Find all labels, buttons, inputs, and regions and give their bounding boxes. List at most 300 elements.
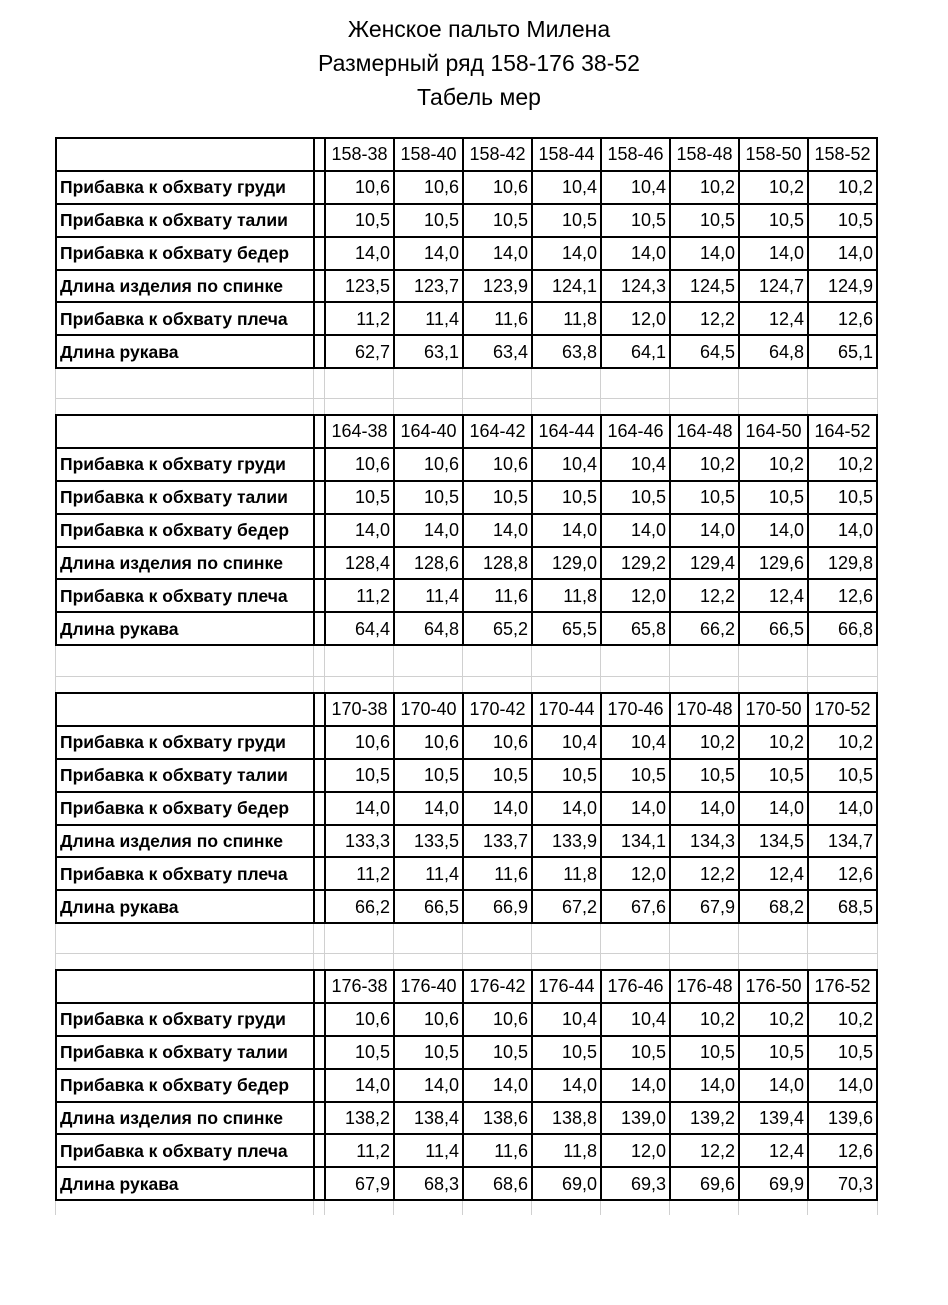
value-cell: 10,2: [670, 171, 739, 204]
value-cell: 67,9: [670, 890, 739, 923]
value-cell: 64,8: [394, 612, 463, 645]
size-header-cell: 176-50: [739, 970, 808, 1003]
value-cell: 10,6: [394, 726, 463, 759]
value-cell: 10,6: [463, 726, 532, 759]
value-cell: 10,6: [463, 448, 532, 481]
value-cell: 14,0: [394, 514, 463, 547]
value-cell: 10,5: [808, 481, 877, 514]
value-cell: 14,0: [739, 237, 808, 270]
value-cell: 14,0: [670, 1069, 739, 1102]
row-label: Длина рукава: [56, 335, 314, 368]
measurement-row: [56, 514, 877, 547]
title-line-size-range: Размерный ряд 158-176 38-52: [318, 50, 640, 76]
value-cell: 11,2: [325, 857, 394, 890]
row-label: Прибавка к обхвату плеча: [56, 579, 314, 612]
value-cell: 10,2: [808, 448, 877, 481]
value-cell: 12,0: [601, 302, 670, 335]
value-cell: 138,2: [325, 1102, 394, 1135]
value-cell: 12,6: [808, 302, 877, 335]
value-cell: 10,5: [670, 759, 739, 792]
value-cell: 124,5: [670, 270, 739, 303]
value-cell: 10,4: [601, 448, 670, 481]
row-label: Прибавка к обхвату груди: [56, 726, 314, 759]
spacer-cell: [314, 1167, 325, 1200]
measurement-table: [55, 969, 878, 1201]
value-cell: 63,1: [394, 335, 463, 368]
value-cell: 128,4: [325, 547, 394, 580]
size-header-cell: 158-42: [463, 138, 532, 171]
row-label: Прибавка к обхвату бедер: [56, 514, 314, 547]
spacer-cell: [314, 415, 325, 448]
size-header-cell: 176-52: [808, 970, 877, 1003]
size-table-164: [55, 414, 878, 658]
value-cell: 10,5: [808, 759, 877, 792]
value-cell: 14,0: [670, 514, 739, 547]
measurement-row: [56, 335, 877, 368]
value-cell: 14,0: [670, 792, 739, 825]
value-cell: 12,4: [739, 1134, 808, 1167]
value-cell: 12,2: [670, 857, 739, 890]
size-header-cell: 170-42: [463, 693, 532, 726]
value-cell: 11,8: [532, 579, 601, 612]
value-cell: 10,5: [739, 1036, 808, 1069]
row-label: Прибавка к обхвату плеча: [56, 857, 314, 890]
value-cell: 14,0: [463, 1069, 532, 1102]
value-cell: 66,8: [808, 612, 877, 645]
size-header-cell: 158-44: [532, 138, 601, 171]
measurement-table: [55, 414, 878, 646]
size-header-cell: 164-44: [532, 415, 601, 448]
value-cell: 14,0: [325, 237, 394, 270]
row-label: Прибавка к обхвату талии: [56, 481, 314, 514]
value-cell: 10,5: [601, 759, 670, 792]
value-cell: 129,6: [739, 547, 808, 580]
size-header-cell: 176-40: [394, 970, 463, 1003]
value-cell: 67,2: [532, 890, 601, 923]
spacer-cell: [314, 857, 325, 890]
value-cell: 12,0: [601, 1134, 670, 1167]
value-cell: 10,5: [325, 481, 394, 514]
size-header-cell: 164-42: [463, 415, 532, 448]
size-header-cell: 176-44: [532, 970, 601, 1003]
spacer-cell: [314, 612, 325, 645]
measurement-row: [56, 1036, 877, 1069]
spacer-cell: [314, 792, 325, 825]
value-cell: 12,6: [808, 1134, 877, 1167]
value-cell: 10,5: [394, 481, 463, 514]
value-cell: 14,0: [601, 792, 670, 825]
value-cell: 10,5: [325, 1036, 394, 1069]
value-cell: 10,6: [325, 726, 394, 759]
row-label: Прибавка к обхвату бедер: [56, 1069, 314, 1102]
measurement-row: [56, 1167, 877, 1200]
value-cell: 133,9: [532, 825, 601, 858]
row-label: Длина изделия по спинке: [56, 270, 314, 303]
value-cell: 10,5: [532, 759, 601, 792]
value-cell: 68,5: [808, 890, 877, 923]
value-cell: 10,6: [463, 1003, 532, 1036]
value-cell: 65,8: [601, 612, 670, 645]
measurement-row: [56, 726, 877, 759]
value-cell: 10,5: [394, 1036, 463, 1069]
size-header-cell: 158-38: [325, 138, 394, 171]
spacer-cell: [314, 890, 325, 923]
value-cell: 124,1: [532, 270, 601, 303]
value-cell: 123,9: [463, 270, 532, 303]
value-cell: 128,6: [394, 547, 463, 580]
size-header-cell: 158-40: [394, 138, 463, 171]
value-cell: 12,0: [601, 857, 670, 890]
size-header-cell: 170-46: [601, 693, 670, 726]
measurement-table: [55, 692, 878, 924]
value-cell: 10,6: [394, 171, 463, 204]
value-cell: 11,6: [463, 579, 532, 612]
value-cell: 69,3: [601, 1167, 670, 1200]
value-cell: 14,0: [325, 514, 394, 547]
value-cell: 10,5: [808, 1036, 877, 1069]
value-cell: 10,5: [739, 481, 808, 514]
header-blank-cell: [56, 693, 314, 726]
row-label: Длина рукава: [56, 1167, 314, 1200]
value-cell: 10,5: [601, 1036, 670, 1069]
row-label: Прибавка к обхвату талии: [56, 204, 314, 237]
value-cell: 66,9: [463, 890, 532, 923]
measurement-row: [56, 448, 877, 481]
row-label: Длина рукава: [56, 612, 314, 645]
size-header-row: [56, 970, 877, 1003]
value-cell: 11,8: [532, 1134, 601, 1167]
size-header-row: [56, 415, 877, 448]
value-cell: 11,2: [325, 579, 394, 612]
value-cell: 134,1: [601, 825, 670, 858]
value-cell: 10,5: [532, 204, 601, 237]
header-blank-cell: [56, 415, 314, 448]
value-cell: 10,2: [739, 1003, 808, 1036]
value-cell: 10,2: [739, 726, 808, 759]
size-header-cell: 158-46: [601, 138, 670, 171]
row-label: Длина изделия по спинке: [56, 1102, 314, 1135]
size-header-row: [56, 693, 877, 726]
size-header-cell: 170-38: [325, 693, 394, 726]
spacer-cell: [314, 1102, 325, 1135]
measurement-row: [56, 890, 877, 923]
value-cell: 10,2: [670, 726, 739, 759]
row-label: Прибавка к обхвату бедер: [56, 792, 314, 825]
value-cell: 12,4: [739, 579, 808, 612]
value-cell: 69,0: [532, 1167, 601, 1200]
value-cell: 14,0: [463, 237, 532, 270]
row-label: Прибавка к обхвату груди: [56, 448, 314, 481]
value-cell: 10,2: [808, 1003, 877, 1036]
measurement-row: [56, 204, 877, 237]
spacer-cell: [314, 514, 325, 547]
row-label: Прибавка к обхвату плеча: [56, 302, 314, 335]
spacer-cell: [314, 481, 325, 514]
row-label: Прибавка к обхвату талии: [56, 1036, 314, 1069]
value-cell: 129,2: [601, 547, 670, 580]
size-header-cell: 170-52: [808, 693, 877, 726]
value-cell: 10,5: [601, 481, 670, 514]
size-header-cell: 158-52: [808, 138, 877, 171]
value-cell: 10,5: [739, 204, 808, 237]
size-header-cell: 176-42: [463, 970, 532, 1003]
spacer-cell: [314, 1069, 325, 1102]
value-cell: 11,4: [394, 302, 463, 335]
value-cell: 14,0: [532, 514, 601, 547]
spacer-cell: [314, 138, 325, 171]
size-header-cell: 176-46: [601, 970, 670, 1003]
value-cell: 129,0: [532, 547, 601, 580]
value-cell: 65,2: [463, 612, 532, 645]
spacer-cell: [314, 1003, 325, 1036]
value-cell: 14,0: [808, 237, 877, 270]
value-cell: 14,0: [463, 792, 532, 825]
value-cell: 14,0: [394, 237, 463, 270]
size-header-cell: 164-46: [601, 415, 670, 448]
value-cell: 11,4: [394, 857, 463, 890]
value-cell: 139,0: [601, 1102, 670, 1135]
value-cell: 138,4: [394, 1102, 463, 1135]
value-cell: 11,4: [394, 579, 463, 612]
value-cell: 10,4: [532, 1003, 601, 1036]
value-cell: 14,0: [463, 514, 532, 547]
size-header-cell: 176-38: [325, 970, 394, 1003]
size-header-cell: 170-40: [394, 693, 463, 726]
measurement-row: [56, 1102, 877, 1135]
value-cell: 68,3: [394, 1167, 463, 1200]
value-cell: 14,0: [325, 792, 394, 825]
measurement-row: [56, 270, 877, 303]
value-cell: 10,2: [739, 448, 808, 481]
spacer-cell: [314, 825, 325, 858]
value-cell: 14,0: [394, 1069, 463, 1102]
value-cell: 14,0: [532, 1069, 601, 1102]
value-cell: 11,4: [394, 1134, 463, 1167]
value-cell: 69,6: [670, 1167, 739, 1200]
measurement-row: [56, 1134, 877, 1167]
measurement-sheet: [55, 137, 878, 1215]
value-cell: 64,4: [325, 612, 394, 645]
value-cell: 138,6: [463, 1102, 532, 1135]
spacer-cell: [314, 171, 325, 204]
value-cell: 133,3: [325, 825, 394, 858]
size-header-cell: 170-44: [532, 693, 601, 726]
spacer-cell: [314, 204, 325, 237]
value-cell: 65,5: [532, 612, 601, 645]
value-cell: 10,5: [463, 481, 532, 514]
value-cell: 11,2: [325, 302, 394, 335]
value-cell: 14,0: [601, 237, 670, 270]
spacer-cell: [314, 970, 325, 1003]
value-cell: 124,7: [739, 270, 808, 303]
measurement-table: [55, 137, 878, 369]
value-cell: 10,5: [670, 1036, 739, 1069]
value-cell: 66,2: [325, 890, 394, 923]
header-blank-cell: [56, 138, 314, 171]
value-cell: 12,4: [739, 857, 808, 890]
size-header-cell: 170-50: [739, 693, 808, 726]
value-cell: 10,5: [463, 1036, 532, 1069]
value-cell: 14,0: [532, 237, 601, 270]
value-cell: 10,5: [670, 481, 739, 514]
value-cell: 10,4: [601, 171, 670, 204]
value-cell: 14,0: [670, 237, 739, 270]
size-header-cell: 164-48: [670, 415, 739, 448]
value-cell: 139,2: [670, 1102, 739, 1135]
value-cell: 10,2: [808, 726, 877, 759]
value-cell: 134,5: [739, 825, 808, 858]
spacer-cell: [314, 1036, 325, 1069]
value-cell: 10,6: [463, 171, 532, 204]
value-cell: 129,8: [808, 547, 877, 580]
value-cell: 10,2: [670, 448, 739, 481]
value-cell: 123,7: [394, 270, 463, 303]
value-cell: 68,6: [463, 1167, 532, 1200]
value-cell: 11,6: [463, 857, 532, 890]
document-title: [0, 12, 948, 114]
spacer-cell: [314, 759, 325, 792]
value-cell: 10,6: [394, 448, 463, 481]
value-cell: 14,0: [601, 514, 670, 547]
value-cell: 66,2: [670, 612, 739, 645]
measurement-row: [56, 171, 877, 204]
value-cell: 10,5: [532, 481, 601, 514]
value-cell: 12,2: [670, 302, 739, 335]
value-cell: 64,8: [739, 335, 808, 368]
value-cell: 12,6: [808, 857, 877, 890]
size-header-row: [56, 138, 877, 171]
spacer-cell: [314, 579, 325, 612]
value-cell: 11,8: [532, 302, 601, 335]
value-cell: 62,7: [325, 335, 394, 368]
value-cell: 10,5: [463, 759, 532, 792]
value-cell: 133,7: [463, 825, 532, 858]
measurement-row: [56, 237, 877, 270]
value-cell: 12,2: [670, 1134, 739, 1167]
value-cell: 66,5: [739, 612, 808, 645]
value-cell: 63,8: [532, 335, 601, 368]
value-cell: 10,5: [601, 204, 670, 237]
measurement-row: [56, 1069, 877, 1102]
value-cell: 10,5: [325, 204, 394, 237]
value-cell: 14,0: [325, 1069, 394, 1102]
spacer-cell: [314, 448, 325, 481]
value-cell: 10,6: [325, 171, 394, 204]
value-cell: 123,5: [325, 270, 394, 303]
measurement-row: [56, 302, 877, 335]
value-cell: 124,9: [808, 270, 877, 303]
row-label: Прибавка к обхвату груди: [56, 171, 314, 204]
size-header-cell: 164-50: [739, 415, 808, 448]
row-label: Длина изделия по спинке: [56, 825, 314, 858]
measurement-row: [56, 579, 877, 612]
title-line-product: Женское пальто Милена: [347, 16, 611, 42]
value-cell: 69,9: [739, 1167, 808, 1200]
value-cell: 129,4: [670, 547, 739, 580]
value-cell: 10,5: [739, 759, 808, 792]
measurement-row: [56, 759, 877, 792]
spacer-cell: [314, 726, 325, 759]
value-cell: 10,4: [532, 448, 601, 481]
value-cell: 10,5: [808, 204, 877, 237]
size-header-cell: 164-38: [325, 415, 394, 448]
value-cell: 14,0: [808, 514, 877, 547]
row-label: Длина рукава: [56, 890, 314, 923]
size-header-cell: 164-52: [808, 415, 877, 448]
measurement-row: [56, 857, 877, 890]
size-table-170: [55, 692, 878, 936]
value-cell: 10,5: [394, 204, 463, 237]
value-cell: 14,0: [808, 1069, 877, 1102]
value-cell: 14,0: [601, 1069, 670, 1102]
measurement-row: [56, 1003, 877, 1036]
value-cell: 10,4: [532, 726, 601, 759]
value-cell: 68,2: [739, 890, 808, 923]
value-cell: 10,2: [808, 171, 877, 204]
value-cell: 12,2: [670, 579, 739, 612]
size-table-158: [55, 137, 878, 381]
value-cell: 11,8: [532, 857, 601, 890]
value-cell: 14,0: [394, 792, 463, 825]
value-cell: 10,5: [394, 759, 463, 792]
spacer-cell: [314, 270, 325, 303]
size-header-cell: 164-40: [394, 415, 463, 448]
value-cell: 12,6: [808, 579, 877, 612]
value-cell: 14,0: [739, 1069, 808, 1102]
spacer-cell: [314, 693, 325, 726]
value-cell: 10,4: [601, 1003, 670, 1036]
value-cell: 10,6: [325, 1003, 394, 1036]
value-cell: 124,3: [601, 270, 670, 303]
value-cell: 10,5: [325, 759, 394, 792]
value-cell: 138,8: [532, 1102, 601, 1135]
value-cell: 11,6: [463, 1134, 532, 1167]
value-cell: 14,0: [532, 792, 601, 825]
value-cell: 10,5: [670, 204, 739, 237]
spacer-cell: [314, 302, 325, 335]
value-cell: 134,3: [670, 825, 739, 858]
row-label: Прибавка к обхвату плеча: [56, 1134, 314, 1167]
value-cell: 65,1: [808, 335, 877, 368]
value-cell: 10,4: [601, 726, 670, 759]
value-cell: 12,4: [739, 302, 808, 335]
value-cell: 10,5: [463, 204, 532, 237]
spacer-cell: [314, 1134, 325, 1167]
value-cell: 10,6: [394, 1003, 463, 1036]
value-cell: 67,9: [325, 1167, 394, 1200]
value-cell: 10,5: [532, 1036, 601, 1069]
value-cell: 11,2: [325, 1134, 394, 1167]
title-line-measurements: Табель мер: [417, 84, 541, 110]
measurement-row: [56, 481, 877, 514]
row-label: Прибавка к обхвату бедер: [56, 237, 314, 270]
value-cell: 11,6: [463, 302, 532, 335]
value-cell: 139,6: [808, 1102, 877, 1135]
spacer-cell: [314, 237, 325, 270]
value-cell: 64,5: [670, 335, 739, 368]
value-cell: 12,0: [601, 579, 670, 612]
measurement-row: [56, 825, 877, 858]
spacer-cell: [314, 335, 325, 368]
value-cell: 63,4: [463, 335, 532, 368]
header-blank-cell: [56, 970, 314, 1003]
value-cell: 14,0: [808, 792, 877, 825]
measurement-row: [56, 547, 877, 580]
value-cell: 14,0: [739, 514, 808, 547]
size-header-cell: 176-48: [670, 970, 739, 1003]
value-cell: 133,5: [394, 825, 463, 858]
value-cell: 67,6: [601, 890, 670, 923]
